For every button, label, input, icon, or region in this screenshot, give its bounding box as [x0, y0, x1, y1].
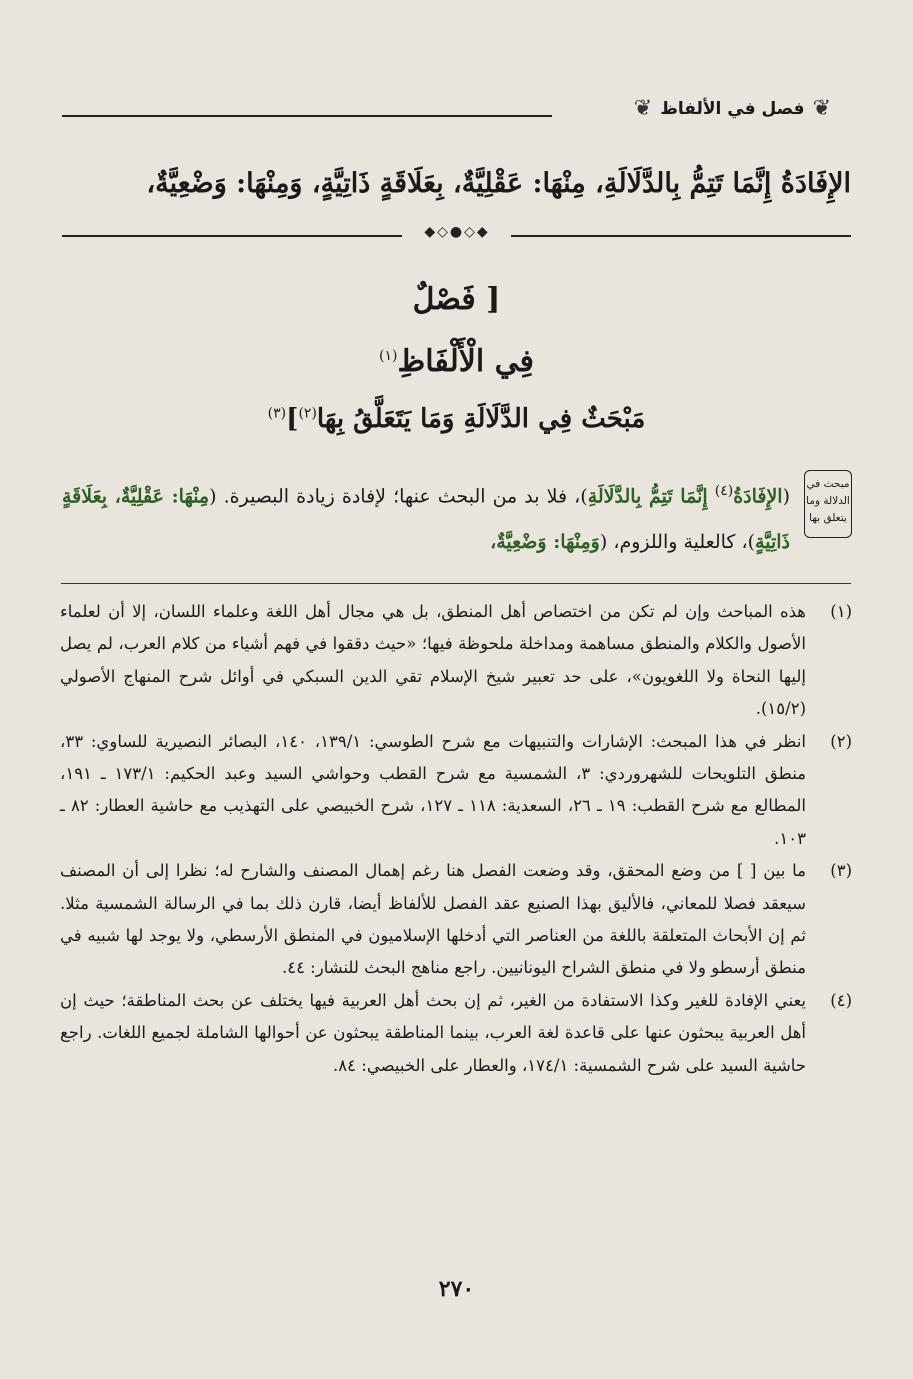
heading-alfaz-text: فِي الْأَلْفَاظِ [397, 344, 534, 379]
matn-quote: إِنَّمَا تَتِمُّ بِالدَّلَالَةِ [587, 485, 708, 508]
footnote-separator [61, 583, 851, 584]
header-title-group [634, 98, 831, 120]
footnote-number: (٣) [830, 861, 852, 881]
bracket-close: ] [286, 404, 299, 434]
paren: ) [747, 531, 756, 554]
commentary-paragraph [62, 468, 790, 565]
matn-quote: وَمِنْهَا: وَضْعِيَّةٌ، [490, 531, 600, 554]
subsection-heading [0, 404, 913, 434]
page-number: ٢٧٠ [438, 1276, 475, 1302]
margin-note [804, 470, 852, 538]
paren: ( [599, 531, 608, 554]
footnote-number: (١) [830, 602, 852, 621]
paren: ( [782, 485, 791, 508]
footnote-text: انظر في هذا المبحث: الإشارات والتنبيهات مع شرح الطوسي: ١٣٩/١، ١٤٠، البصائر النصيرية للساوي: ٣٣، منطق التلويحات للشهروردي: ٣، الشمسية مع شرح القطب وحواشي السيد وعبد الحكيم: ١٧٣/١ ـ ١٩١، المطالع مع شرح القطب: ١٩ ـ ٢٦، السعدية: ١١٨ ـ ١٢٧، شرح الخبيصي على التهذيب مع حاشية العطار: ٨٢ ـ ١٠٣. [60, 731, 807, 848]
paren: ) [580, 485, 588, 508]
matn-text: الإِفَادَةُ إِنَّمَا تَتِمُّ بِالدَّلَالَةِ، مِنْهَا: عَقْلِيَّةٌ، بِعَلَاقَةٍ ذَاتِيَّةٍ، وَمِنْهَا: وَضْعِيَّةٌ، [146, 168, 851, 199]
paren: ( [209, 485, 217, 508]
ornament-right-icon: ❦ [812, 96, 831, 121]
matn-divider [62, 224, 851, 240]
matn-quote: الإِفَادَةُ [733, 485, 783, 508]
footnote-text: يعني الإفادة للغير وكذا الاستفادة من الغير، ثم إن بحث أهل العربية فيها يختلف عن بحث المناطقة؛ حيث إن أهل العربية يبحثون عنها على قاعدة لغة العرب، بينما المناطقة يبحثون عن أحوالها الشاملة لجميع اللغات. راجع حاشية السيد على شرح الشمسية: ١٧٤/١، والعطار على الخبيصي: ٨٤. [60, 990, 806, 1075]
commentary-text: ، كالعلية واللزوم، [607, 531, 748, 554]
ornament-left-icon: ❦ [633, 96, 653, 121]
section-heading-fasl: [ فَصْلٌ [412, 282, 501, 317]
footnote-ref-3[interactable]: (٣) [267, 405, 287, 422]
divider-line-left [62, 235, 402, 237]
footnote-ref-2[interactable]: (٢) [298, 405, 317, 422]
running-header [62, 96, 851, 136]
footnote-number: (٤) [830, 990, 852, 1010]
commentary-text: ، فلا بد من البحث عنها؛ لإفادة زيادة البصيرة. [216, 485, 581, 508]
footnote-ref-4[interactable]: (٤) [714, 483, 734, 499]
matn-quote: مِنْهَا: عَقْلِيَّةٌ، بِعَلَاقَةٍ ذَاتِيَّةٍ [62, 485, 790, 554]
divider-line-right [511, 235, 851, 237]
footnote-text: ما بين [ ] من وضع المحقق، وقد وضعت الفصل هنا رغم إهمال المصنف والشارح له؛ نظرا إلى أن المصنف سيعقد فصلا للمعاني، فالأليق بهذا الصنيع عقد الفصل للألفاظ أيضا، قارن ذلك بما في الرسالة الشمسية مثلا. ثم إن الأبحاث المتعلقة باللغة من العناصر التي أدخلها الإسلاميون في المنطق الأرسطي، ولا يوجد لها شبيه في منطق أرسطو ولا في منطق الشراح اليونانيين. راجع مناهج البحث للنشار: ٤٤. [60, 861, 806, 978]
section-heading-alfaz [0, 344, 913, 379]
footnote-ref-1[interactable]: (١) [379, 348, 398, 364]
margin-note-line: مبحث في [806, 478, 850, 490]
margin-note-line: يتعلق بها [809, 512, 847, 524]
divider-ornament-icon: ◆◇●◇◆ [424, 224, 490, 240]
footnotes-section [60, 596, 852, 1082]
running-header-title: فصل في الألفاظ [660, 99, 805, 119]
footnote-text: هذه المباحث وإن لم تكن من اختصاص أهل المنطق، بل هي مجال أهل اللغة وعلماء اللسان، إلا أن لعلماء الأصول والكلام والمنطق مساهمة ومداخلة ملحوظة فيها؛ «حيث دققوا في فهم أشياء من كلام العرب، لم يصل إليها النحاة ولا اللغويون»، على حد تعبير شيخ الإسلام تقي الدين السبكي في أوائل شرح المنهاج الأصولي (١٥/٢). [60, 602, 806, 719]
subsection-heading-text: مَبْحَثٌ فِي الدَّلَالَةِ وَمَا يَتَعَلَّقُ بِهَا [316, 404, 646, 434]
margin-note-line: الدلالة وما [806, 495, 850, 507]
footnote [60, 726, 852, 856]
footnote [60, 855, 852, 985]
footnote [60, 985, 852, 1082]
footnote-number: (٢) [830, 731, 852, 751]
header-rule [62, 115, 552, 117]
footnote [60, 596, 852, 726]
